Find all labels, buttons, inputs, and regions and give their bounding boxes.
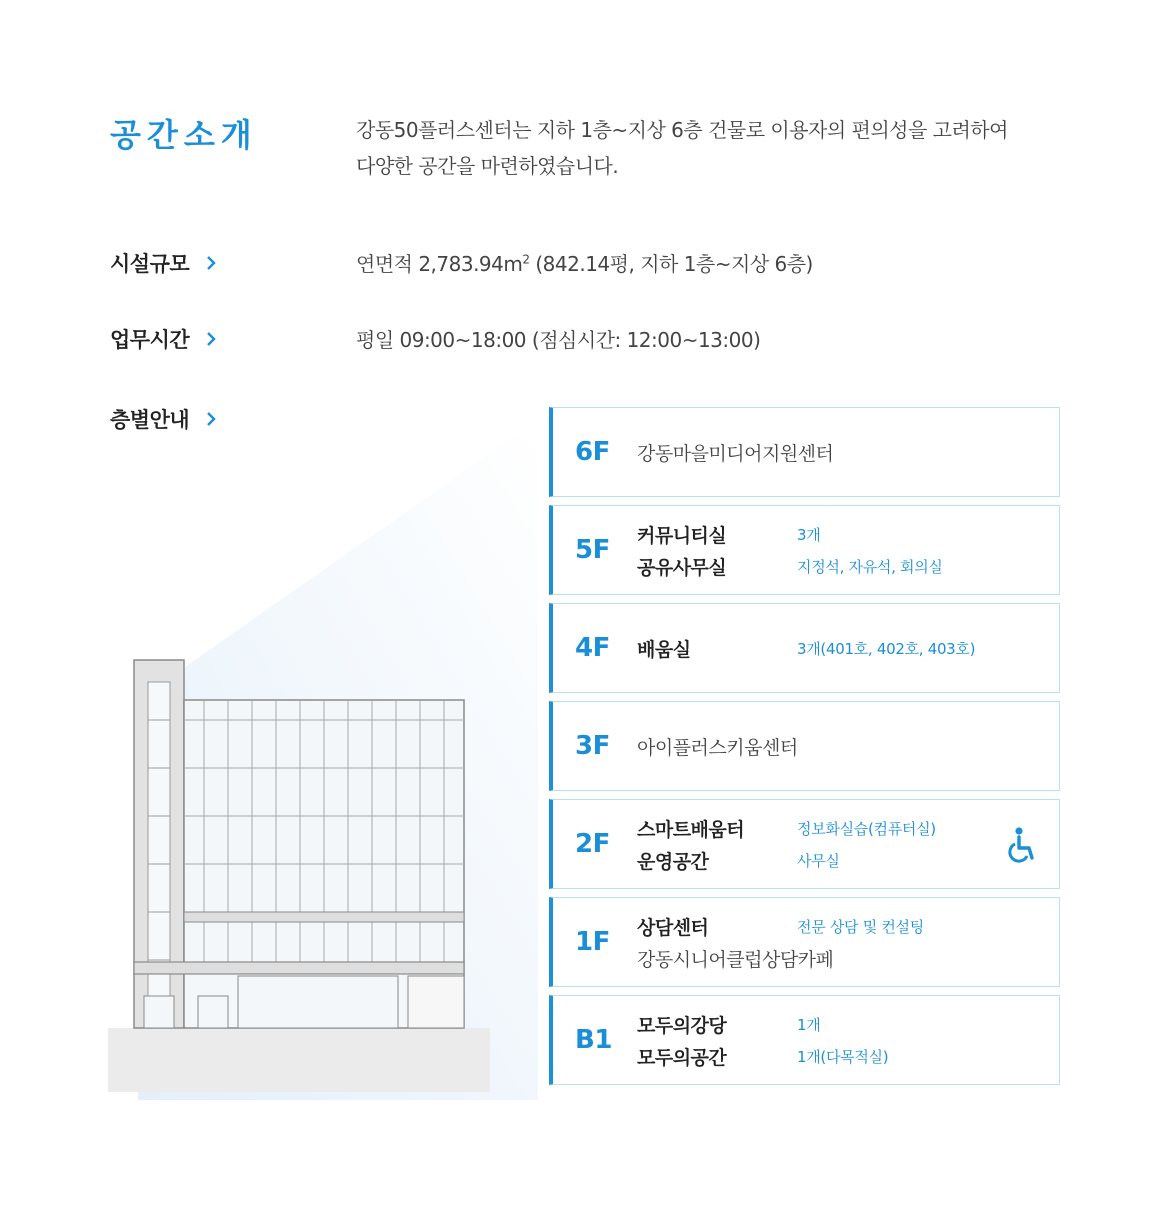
floor-room-name: 배움실: [637, 638, 691, 661]
floor-number: 2F: [575, 829, 610, 859]
floor-room-detail: 1개(다목적실): [797, 1047, 889, 1066]
floor-number: 3F: [575, 731, 610, 761]
floor-room-name: 모두의공간: [637, 1046, 727, 1069]
floor-number: 1F: [575, 927, 610, 957]
facility-area-detail: (842.14평, 지하 1층~지상 6층): [529, 252, 813, 276]
floor-room-detail: 전문 상담 및 컨설팅: [797, 917, 924, 936]
floor-room-name: 공유사무실: [637, 556, 727, 579]
facility-value: [356, 248, 813, 277]
floor-room-name: 스마트배움터: [637, 818, 745, 841]
facility-area: 연면적 2,783.94m: [356, 252, 523, 276]
floor-card-1f: [549, 897, 1060, 987]
floor-room-detail: 사무실: [797, 851, 840, 870]
floor-number: B1: [575, 1025, 612, 1055]
floor-room-detail: 정보화실습(컴퓨터실): [797, 819, 936, 838]
floor-number: 5F: [575, 535, 610, 565]
section-title: 공간소개: [110, 116, 258, 154]
hours-link[interactable]: [110, 324, 219, 354]
building-illustration: [108, 420, 538, 1100]
wheelchair-icon: [1007, 826, 1037, 866]
floor-room-detail: 지정석, 자유석, 회의실: [797, 557, 943, 576]
floor-room-name: 모두의강당: [637, 1014, 727, 1037]
floor-room-name: 강동시니어클럽상담카페: [637, 948, 834, 971]
intro-line-2: 다양한 공간을 마련하였습니다.: [356, 154, 619, 178]
floor-room-detail: 3개(401호, 402호, 403호): [797, 639, 976, 658]
floor-card-2f: [549, 799, 1060, 889]
floor-card-4f: [549, 603, 1060, 693]
floor-room-detail: 3개: [797, 525, 821, 544]
floor-card-b1: [549, 995, 1060, 1085]
floor-card-3f: [549, 701, 1060, 791]
floor-guide-label: 층별안내: [110, 408, 190, 432]
floor-room-detail: 1개: [797, 1015, 821, 1034]
chevron-right-icon: [203, 330, 219, 348]
floor-card-6f: [549, 407, 1060, 497]
floor-number: 6F: [575, 437, 610, 467]
intro-line-1: 강동50플러스센터는 지하 1층~지상 6층 건물로 이용자의 편의성을 고려하여: [356, 118, 1008, 142]
floor-room-name: 강동마을미디어지원센터: [637, 442, 834, 465]
floor-card-5f: [549, 505, 1060, 595]
chevron-right-icon: [203, 254, 219, 272]
floor-room-name: 운영공간: [637, 850, 709, 873]
intro-description: [356, 112, 1076, 184]
floor-room-name: 커뮤니티실: [637, 524, 727, 547]
facility-link[interactable]: [110, 248, 219, 278]
facility-label: 시설규모: [110, 252, 190, 276]
facility-area-unit-sup: 2: [522, 252, 530, 267]
floor-number: 4F: [575, 633, 610, 663]
floor-room-name: 아이플러스키움센터: [637, 736, 798, 759]
floor-room-name: 상담센터: [637, 916, 709, 939]
hours-label: 업무시간: [110, 328, 190, 352]
hours-value: 평일 09:00~18:00 (점심시간: 12:00~13:00): [356, 328, 761, 352]
floor-list: [549, 407, 1060, 1093]
